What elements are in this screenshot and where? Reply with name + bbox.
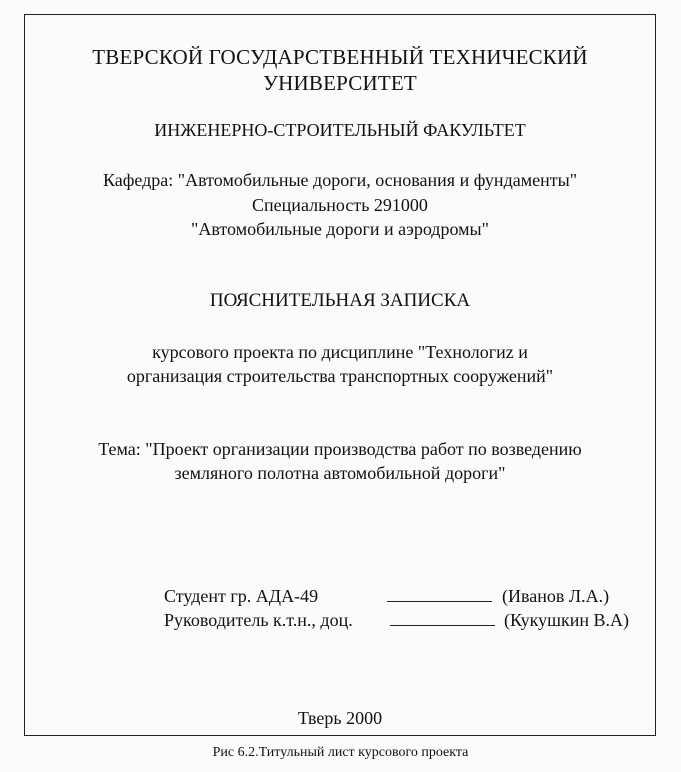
department-line: Кафедра: "Автомобильные дороги, основания и фундаменты"	[102, 170, 578, 190]
figure-caption: Рис 6.2.Титульный лист курсового проекта	[212, 745, 469, 760]
document-title: ПОЯСНИТЕЛЬНАЯ ЗАПИСКА	[209, 290, 471, 311]
student-signature-blank	[387, 587, 492, 605]
specialty-name-line: "Автомобильные дороги и аэродромы"	[191, 219, 489, 239]
topic-line-2: земляного полотна автомобильной дороги"	[174, 463, 506, 483]
supervisor-label: Руководитель к.т.н., доц.	[164, 610, 353, 630]
course-line-2: организация строительства транспортных сооружений"	[126, 366, 554, 386]
course-line-1: курсового проекта по дисциплине "Технологиz и	[152, 342, 528, 362]
specialty-line: Специальность 291000	[252, 195, 428, 215]
university-name-line-2: УНИВЕРСИТЕТ	[263, 71, 417, 95]
faculty-name: ИНЖЕНЕРНО-СТРОИТЕЛЬНЫЙ ФАКУЛЬТЕТ	[154, 120, 526, 140]
title-page-frame	[24, 14, 656, 736]
university-name-line-1: ТВЕРСКОЙ ГОСУДАРСТВЕННЫЙ ТЕХНИЧЕСКИЙ	[92, 45, 588, 69]
supervisor-name: (Кукушкин В.А)	[504, 610, 630, 630]
student-label: Студент гр. АДА-49	[164, 586, 319, 606]
topic-line-1: Тема: "Проект организации производства работ по возведению	[98, 439, 582, 459]
student-name: (Иванов Л.А.)	[502, 586, 610, 606]
city-year: Тверь 2000	[297, 708, 383, 728]
supervisor-signature-blank	[390, 611, 495, 629]
